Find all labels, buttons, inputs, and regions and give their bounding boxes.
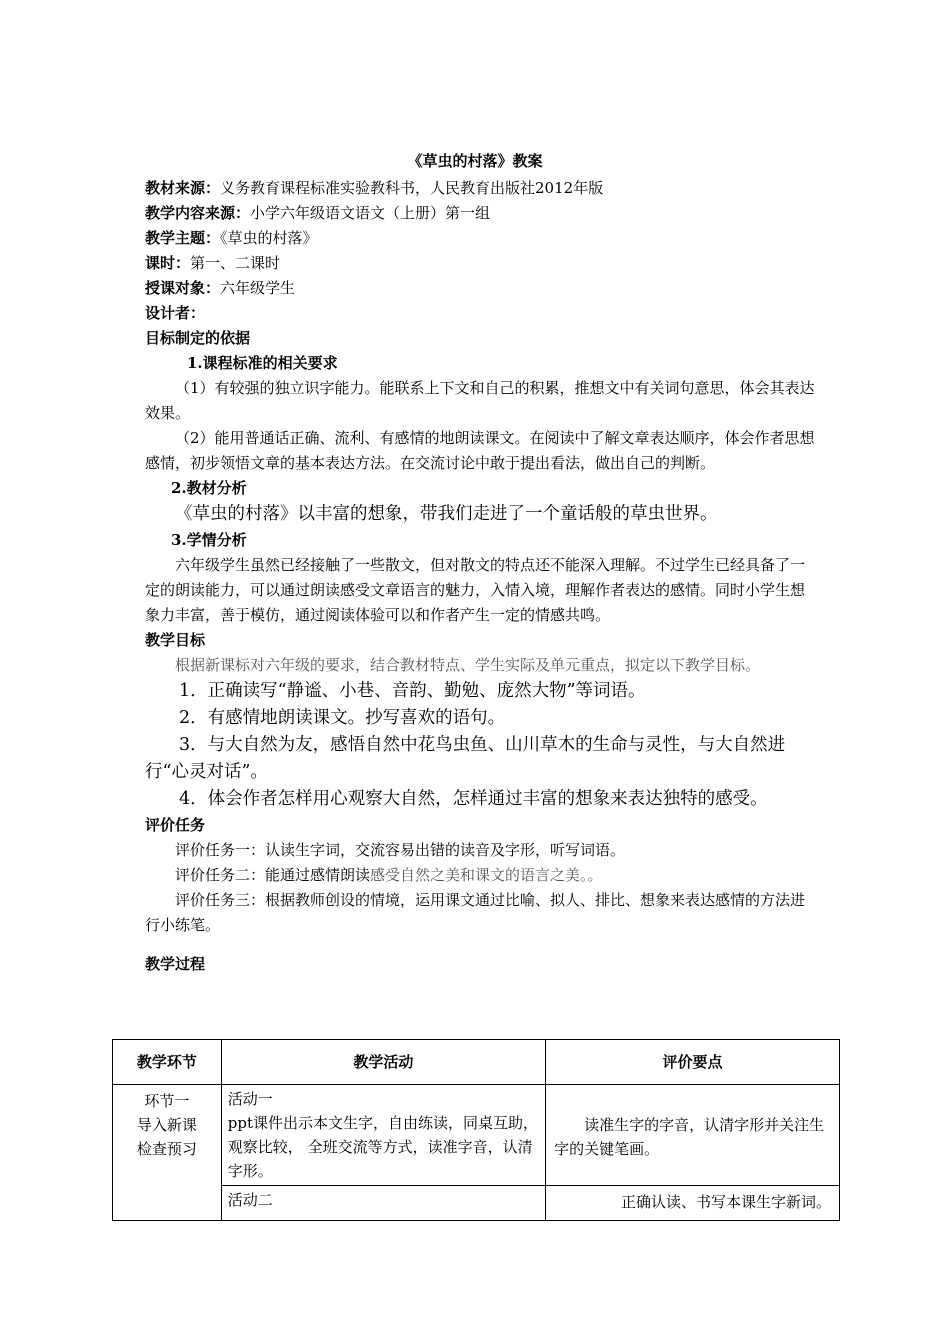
- learner-text: 六年级学生虽然已经接触了一些散文，但对散文的特点还不能深入理解。不过学生已经具备了一定的朗读能力，可以通过朗读感受文章语言的魅力，入情入境，理解作者表达的感情。同时小学生想象力丰富，善于模仿，通过阅读体验可以和作者产生一定的情感共鸣。: [145, 556, 806, 624]
- table-header-row: [113, 1040, 840, 1085]
- source-line: [145, 176, 815, 201]
- column-header-activity: 教学活动: [221, 1040, 545, 1085]
- activity-1-cell: [221, 1085, 545, 1186]
- stage-cell: [113, 1085, 222, 1221]
- activity-1-text: ppt课件出示本文生字，自由练读，同桌互助，观察比较， 全班交流等方式，读准字音，认清字形。: [227, 1114, 539, 1180]
- stage-line-3: 检查预习: [136, 1140, 197, 1158]
- audience-label: 授课对象：: [145, 279, 221, 297]
- objectives-intro: 根据新课标对六年级的要求，结合教材特点、学生实际及单元重点，拟定以下教学目标。: [175, 656, 761, 674]
- evaluation-point-2: 正确认读、书写本课生字新词。: [546, 1186, 840, 1221]
- content-source-label: 教学内容来源：: [145, 204, 251, 222]
- content-source-line: [145, 201, 815, 226]
- designer-line: 设计者：: [145, 304, 206, 322]
- column-header-evaluation: 评价要点: [546, 1040, 840, 1085]
- learner-heading: 3.学情分析: [171, 531, 247, 549]
- evaluation-task-1: 评价任务一：认读生字词，交流容易出错的读音及字形，听写词语。: [175, 841, 626, 859]
- audience-value: 六年级学生: [220, 279, 296, 297]
- material-heading: 2.教材分析: [171, 479, 247, 497]
- evaluation-task-2: [145, 863, 815, 888]
- objective-2: 2．有感情地朗读课文。抄写喜欢的语句。: [179, 708, 506, 728]
- objective-3: 3．与大自然为友，感悟自然中花鸟虫鱼、山川草木的生命与灵性，与大自然进行“心灵对话”。: [145, 735, 786, 782]
- activity-1-title: 活动一: [227, 1090, 273, 1108]
- evaluation-task-3: 评价任务三：根据教师创设的情境，运用课文通过比喻、拟人、排比、想象来表达感情的方法进行小练笔。: [145, 891, 806, 934]
- source-value: 义务教育课程标准实验教科书，人民教育出版社2012年版: [220, 179, 604, 197]
- evaluation-task-2-tail: 感受自然之美和课文的语言之美。。: [370, 866, 603, 884]
- source-label: 教材来源：: [145, 179, 221, 197]
- evaluation-task-2-main: 评价任务二：能通过感情朗读: [175, 866, 371, 884]
- process-heading: 教学过程: [145, 955, 206, 973]
- document-body: [145, 176, 815, 977]
- audience-line: [145, 276, 815, 301]
- objectives-heading: 教学目标: [145, 631, 206, 649]
- objective-4: 4．体会作者怎样用心观察大自然，怎样通过丰富的想象来表达独特的感受。: [179, 789, 768, 809]
- material-text: 《草虫的村落》以丰富的想象，带我们走进了一个童话般的草虫世界。: [175, 504, 718, 524]
- stage-line-2: 导入新课: [136, 1116, 197, 1134]
- standards-heading: 1.课程标准的相关要求: [187, 354, 338, 372]
- theme-label: 教学主题：: [145, 229, 221, 247]
- theme-value: 《草虫的村落》: [220, 229, 318, 247]
- period-label: 课时：: [145, 254, 191, 272]
- table-row: [113, 1186, 840, 1221]
- objective-1: 1．正确读写“静谧、小巷、音韵、勤勉、庞然大物”等词语。: [179, 681, 646, 701]
- process-table: [112, 1039, 840, 1221]
- column-header-stage: 教学环节: [113, 1040, 222, 1085]
- period-value: 第一、二课时: [190, 254, 281, 272]
- activity-2-title: 活动二: [221, 1186, 545, 1221]
- basis-heading: 目标制定的依据: [145, 329, 251, 347]
- period-line: [145, 251, 815, 276]
- evaluation-point-1: 读准生字的字音，认清字形并关注生字的关键笔画。: [546, 1085, 840, 1186]
- content-source-value: 小学六年级语文语文（上册）第一组: [250, 204, 491, 222]
- standard-1: （1）有较强的独立识字能力。能联系上下文和自己的积累，推想文中有关词句意思，体会其表达效果。: [145, 379, 815, 422]
- evaluation-heading: 评价任务: [145, 816, 206, 834]
- standard-2: （2）能用普通话正确、流利、有感情的地朗读课文。在阅读中了解文章表达顺序，体会作者思想感情，初步领悟文章的基本表达方法。在交流讨论中敢于提出看法，做出自己的判断。: [145, 429, 815, 472]
- document-title: 《草虫的村落》教案: [407, 152, 543, 170]
- stage-line-1: 环节一: [144, 1092, 190, 1110]
- theme-line: [145, 226, 815, 251]
- table-row: [113, 1085, 840, 1186]
